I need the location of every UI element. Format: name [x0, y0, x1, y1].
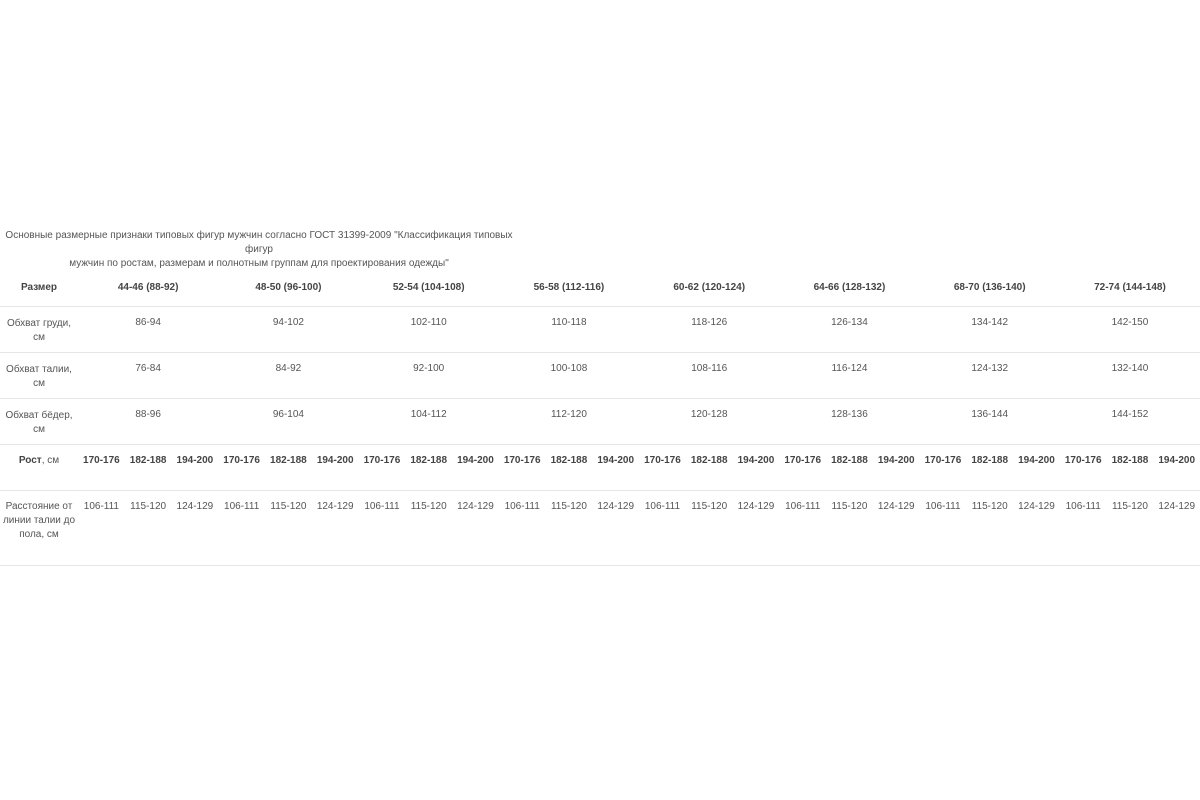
- distance-cell: 124-129: [1153, 491, 1200, 566]
- distance-cell: 115-120: [686, 491, 733, 566]
- distance-cell: 115-120: [265, 491, 312, 566]
- chest-cell: 142-150: [1060, 307, 1200, 353]
- distance-cell: 106-111: [920, 491, 967, 566]
- height-cell: 170-176: [359, 445, 406, 491]
- height-label: [0, 445, 78, 491]
- height-cell: 170-176: [639, 445, 686, 491]
- chest-cell: 118-126: [639, 307, 779, 353]
- height-cell: 182-188: [265, 445, 312, 491]
- size-cell: 68-70 (136-140): [920, 270, 1060, 307]
- height-cell: 182-188: [1107, 445, 1154, 491]
- height-cell: 182-188: [546, 445, 593, 491]
- hips-cell: 128-136: [779, 399, 919, 445]
- size-cell: 64-66 (128-132): [779, 270, 919, 307]
- chest-label: Обхват груди, см: [0, 307, 78, 353]
- hips-cell: 136-144: [920, 399, 1060, 445]
- size-row: [0, 270, 1200, 307]
- distance-cell: 106-111: [359, 491, 406, 566]
- distance-cell: 115-120: [405, 491, 452, 566]
- distance-cell: 106-111: [639, 491, 686, 566]
- size-table: [0, 270, 1200, 566]
- waist-cell: 116-124: [779, 353, 919, 399]
- height-cell: 182-188: [405, 445, 452, 491]
- height-cell: 182-188: [966, 445, 1013, 491]
- size-cell: 72-74 (144-148): [1060, 270, 1200, 307]
- table-caption: [0, 229, 518, 271]
- chest-cell: 86-94: [78, 307, 218, 353]
- height-cell: 170-176: [499, 445, 546, 491]
- height-cell: 170-176: [1060, 445, 1107, 491]
- height-cell: 182-188: [686, 445, 733, 491]
- size-cell: 52-54 (104-108): [359, 270, 499, 307]
- height-cell: 182-188: [826, 445, 873, 491]
- distance-cell: 115-120: [966, 491, 1013, 566]
- waist-cell: 100-108: [499, 353, 639, 399]
- waist-cell: 84-92: [218, 353, 358, 399]
- distance-cell: 106-111: [1060, 491, 1107, 566]
- hips-label: Обхват бёдер, см: [0, 399, 78, 445]
- height-row: [0, 445, 1200, 491]
- distance-cell: 124-129: [172, 491, 219, 566]
- distance-cell: 115-120: [826, 491, 873, 566]
- chest-cell: 102-110: [359, 307, 499, 353]
- distance-cell: 106-111: [78, 491, 125, 566]
- height-cell: 194-200: [452, 445, 499, 491]
- distance-cell: 106-111: [779, 491, 826, 566]
- size-cell: 44-46 (88-92): [78, 270, 218, 307]
- distance-row: [0, 491, 1200, 566]
- distance-cell: 106-111: [218, 491, 265, 566]
- size-label: Размер: [0, 270, 78, 307]
- distance-cell: 124-129: [873, 491, 920, 566]
- chest-cell: 94-102: [218, 307, 358, 353]
- height-cell: 194-200: [312, 445, 359, 491]
- hips-cell: 88-96: [78, 399, 218, 445]
- hips-cell: 120-128: [639, 399, 779, 445]
- size-cell: 56-58 (112-116): [499, 270, 639, 307]
- height-label-main: Рост: [18, 455, 42, 466]
- height-cell: 170-176: [779, 445, 826, 491]
- distance-cell: 124-129: [592, 491, 639, 566]
- height-cell: 194-200: [1153, 445, 1200, 491]
- caption-line-1: Основные размерные признаки типовых фигур мужчин согласно ГОСТ 31399-2009 "Классификация типовых фигур: [5, 230, 513, 255]
- waist-label: Обхват талии, см: [0, 353, 78, 399]
- caption-line-2: мужчин по ростам, размерам и полнотным группам для проектирования одежды": [69, 258, 449, 269]
- distance-cell: 115-120: [546, 491, 593, 566]
- chest-cell: 134-142: [920, 307, 1060, 353]
- height-cell: 182-188: [125, 445, 172, 491]
- height-cell: 170-176: [78, 445, 125, 491]
- waist-row: [0, 353, 1200, 399]
- waist-cell: 92-100: [359, 353, 499, 399]
- waist-cell: 132-140: [1060, 353, 1200, 399]
- chest-cell: 126-134: [779, 307, 919, 353]
- distance-cell: 115-120: [125, 491, 172, 566]
- distance-cell: 106-111: [499, 491, 546, 566]
- height-cell: 170-176: [920, 445, 967, 491]
- waist-cell: 76-84: [78, 353, 218, 399]
- height-cell: 170-176: [218, 445, 265, 491]
- hips-cell: 96-104: [218, 399, 358, 445]
- height-cell: 194-200: [873, 445, 920, 491]
- height-cell: 194-200: [172, 445, 219, 491]
- distance-cell: 124-129: [1013, 491, 1060, 566]
- distance-cell: 124-129: [452, 491, 499, 566]
- height-cell: 194-200: [592, 445, 639, 491]
- hips-row: [0, 399, 1200, 445]
- distance-label: Расстояние от линии талии до пола, см: [0, 491, 78, 566]
- chest-row: [0, 307, 1200, 353]
- distance-cell: 124-129: [312, 491, 359, 566]
- hips-cell: 104-112: [359, 399, 499, 445]
- distance-cell: 124-129: [733, 491, 780, 566]
- height-cell: 194-200: [1013, 445, 1060, 491]
- size-cell: 60-62 (120-124): [639, 270, 779, 307]
- chest-cell: 110-118: [499, 307, 639, 353]
- hips-cell: 144-152: [1060, 399, 1200, 445]
- waist-cell: 124-132: [920, 353, 1060, 399]
- height-cell: 194-200: [733, 445, 780, 491]
- hips-cell: 112-120: [499, 399, 639, 445]
- size-cell: 48-50 (96-100): [218, 270, 358, 307]
- waist-cell: 108-116: [639, 353, 779, 399]
- distance-cell: 115-120: [1107, 491, 1154, 566]
- height-label-unit: , см: [41, 455, 60, 466]
